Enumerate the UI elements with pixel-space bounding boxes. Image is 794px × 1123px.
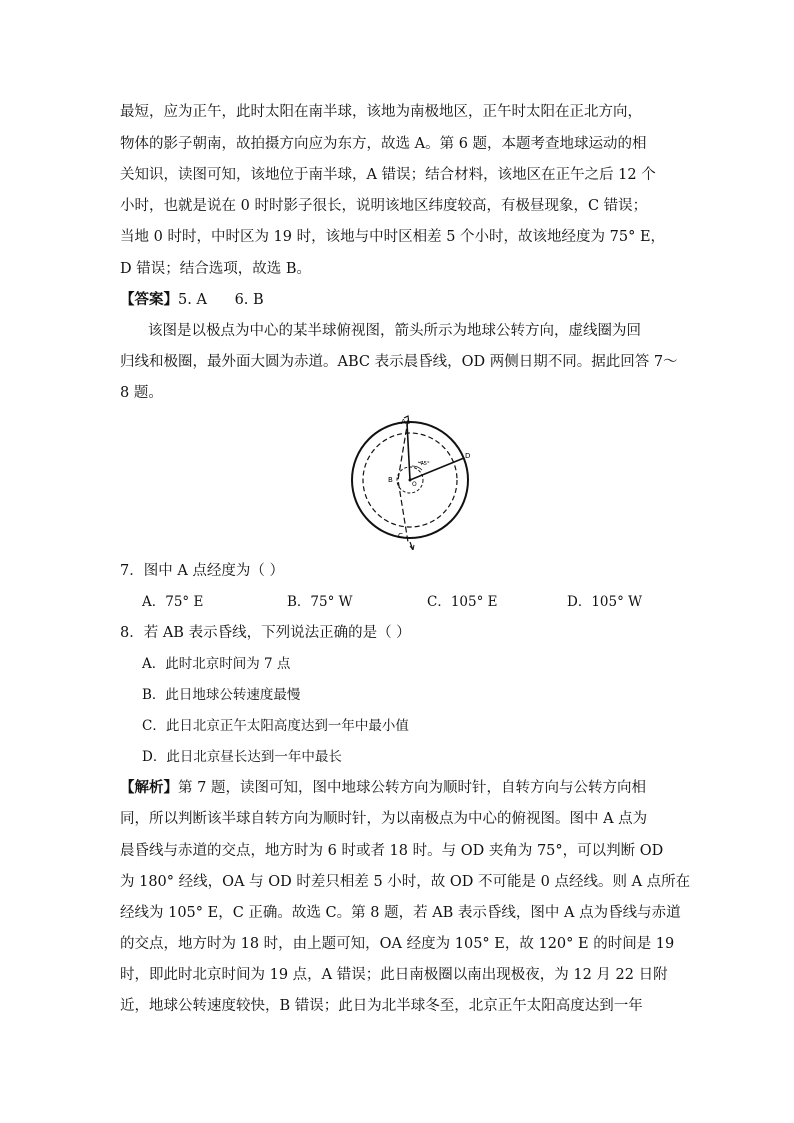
label-a: A — [401, 418, 406, 426]
analysis-line: 时，即此时北京时间为 19 点，A 错误；此日南极圈以南出现极夜，为 12 月 22 日附 — [120, 967, 668, 983]
q8-option-a[interactable]: A．此时北京时间为 7 点 — [142, 656, 291, 672]
q7-option-a[interactable]: A．75° E — [142, 594, 204, 610]
prev-analysis-line: D 错误；结合选项，故选 B。 — [120, 261, 311, 277]
prev-analysis-line: 关知识，读图可知，该地位于南半球，A 错误；结合材料，该地区在正午之后 12 个 — [120, 167, 656, 183]
q7-option-c[interactable]: C．105° E — [427, 594, 498, 610]
answer-5-6 — [120, 290, 264, 310]
answer-label: 【答案】 — [120, 291, 178, 308]
q7-stem: 7．图中 A 点经度为（ ） — [120, 563, 285, 579]
intro-line: 该图是以极点为中心的某半球俯视图，箭头所示为地球公转方向，虚线圈为回 — [148, 323, 641, 339]
answer-text: 5. A 6. B — [178, 292, 264, 308]
q8-option-c[interactable]: C．此日北京正午太阳高度达到一年中最小值 — [142, 718, 409, 734]
prev-analysis-line: 物体的影子朝南，故拍摄方向应为东方，故选 A。第 6 题，本题考查地球运动的相 — [120, 136, 647, 152]
analysis-line: 同，所以判断该半球自转方向为顺时针，为以南极点为中心的俯视图。图中 A 点为 — [120, 811, 648, 827]
analysis-line: 为 180° 经线，OA 与 OD 时差只相差 5 小时，故 OD 不可能是 0 点经线。则 A 点所在 — [120, 874, 691, 890]
label-b: B — [388, 476, 393, 484]
analysis-line: 经线为 105° E，C 正确。故选 C。第 8 题，若 AB 表示昏线，图中 A 点为昏线与赤道 — [120, 905, 681, 921]
label-d: D — [465, 452, 471, 460]
q8-option-d[interactable]: D．此日北京昼长达到一年中最长 — [142, 749, 342, 765]
analysis-line: 晨昏线与赤道的交点，地方时为 6 时或者 18 时。与 OD 夹角为 75°，可以判断 OD — [120, 843, 664, 859]
analysis-line: 近，地球公转速度较快，B 错误；此日为北半球冬至，北京正午太阳高度达到一年 — [120, 998, 643, 1014]
prev-analysis-line: 当地 0 时时，中时区为 19 时，该地与中时区相差 5 个小时，故该地经度为 75° E， — [120, 229, 666, 245]
analysis-text: 第 7 题，读图可知，图中地球公转方向为顺时针，自转方向与公转方向相 — [178, 780, 646, 796]
q7-option-d[interactable]: D．105° W — [567, 594, 643, 610]
q8-option-b[interactable]: B．此日地球公转速度最慢 — [142, 687, 301, 703]
analysis-label: 【解析】 — [120, 779, 178, 796]
label-c: C — [398, 532, 403, 540]
terminator-line — [398, 420, 408, 542]
q8-stem: 8．若 AB 表示昏线，下列说法正确的是（ ） — [120, 625, 411, 641]
analysis-line: 的交点，地方时为 18 时，由上题可知，OA 经度为 105° E，故 120° E 的时间是 19 — [120, 936, 675, 952]
prev-analysis-line: 小时，也就是说在 0 时时影子很长，说明该地区纬度较高，有极昼现象，C 错误； — [120, 198, 648, 214]
intro-line: 归线和极圈，最外面大圆为赤道。ABC 表示晨昏线，OD 两侧日期不同。据此回答 7～ — [120, 354, 678, 370]
analysis-line — [120, 778, 646, 798]
q7-option-b[interactable]: B．75° W — [287, 594, 353, 610]
intro-line: 8 题。 — [120, 385, 163, 401]
angle-label: 75° — [420, 461, 430, 467]
prev-analysis-line: 最短，应为正午，此时太阳在南半球，该地为南极地区，正午时太阳在正北方向， — [120, 104, 642, 120]
line-oa — [407, 423, 410, 480]
label-o: O — [412, 481, 417, 488]
hemisphere-figure — [340, 414, 480, 550]
